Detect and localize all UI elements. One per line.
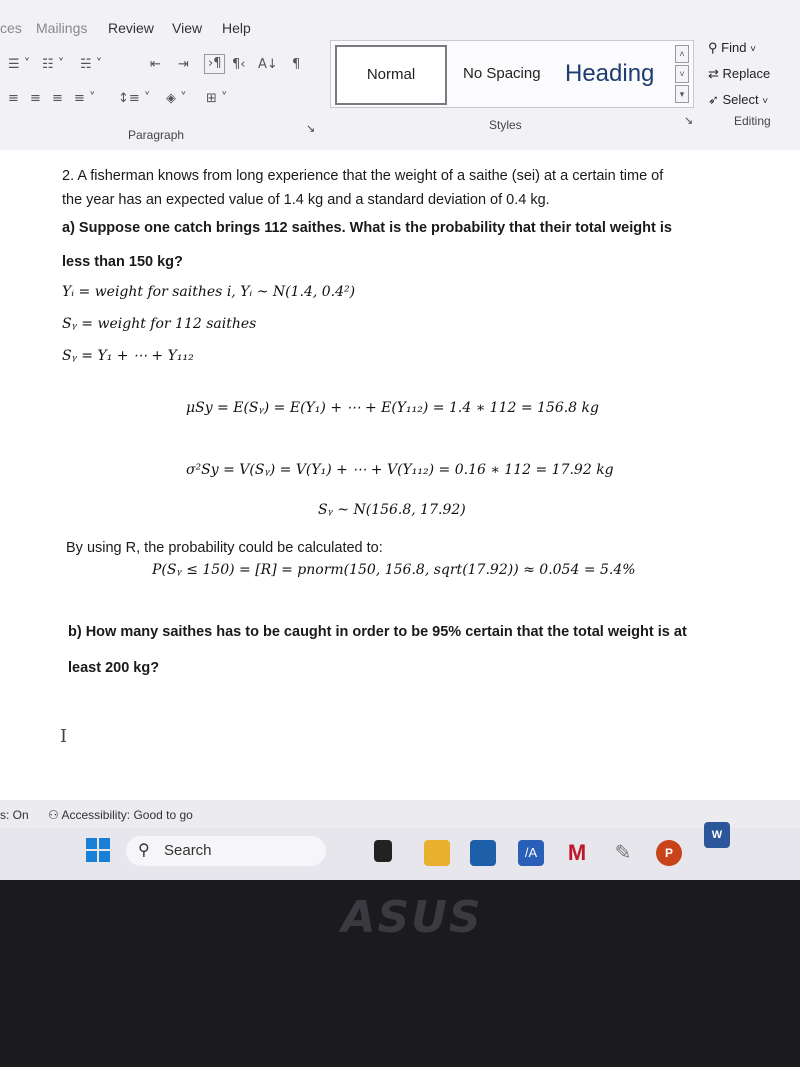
select-button[interactable]: ➶ Select ˅ — [708, 92, 769, 107]
style-no-spacing[interactable]: No Spacing — [463, 65, 541, 82]
accessibility-status[interactable]: ⚇ Accessibility: Good to go — [48, 808, 193, 822]
decrease-indent-icon[interactable]: ⇤ — [150, 57, 161, 72]
align-left-icon[interactable]: ≡ — [8, 91, 19, 106]
equation-distribution: Sᵧ ~ N(156.8, 17.92) — [318, 502, 466, 518]
menu-mailings[interactable]: Mailings — [36, 20, 88, 36]
word-icon[interactable]: W — [704, 822, 730, 848]
rtl-icon[interactable]: ¶‹ — [232, 57, 246, 72]
editing-group-label: Editing — [734, 114, 771, 128]
replace-icon: ⇄ — [708, 66, 723, 81]
paragraph-launcher-icon[interactable]: ↘ — [306, 123, 316, 135]
cursor-icon: ➶ — [708, 92, 723, 107]
increase-indent-icon[interactable]: ⇥ — [178, 57, 189, 72]
style-normal[interactable]: Normal — [335, 45, 447, 105]
search-icon: ⚲ — [138, 842, 150, 859]
equation-variance: σ²Sy = V(Sᵧ) = V(Y₁) + ⋯ + V(Y₁₁₂) = 0.16 ∗ 112 = 17.92 kg — [186, 462, 614, 478]
menu-help[interactable]: Help — [222, 20, 251, 36]
numbering-icon[interactable]: ☷ ˅ — [42, 57, 65, 72]
equation-sy-def: Sᵧ = weight for 112 saithes — [62, 316, 257, 332]
editing-group — [708, 38, 798, 116]
document-page[interactable] — [0, 150, 800, 800]
sort-icon[interactable]: A↓ — [258, 57, 278, 72]
align-right-icon[interactable]: ≡ — [52, 91, 63, 106]
menu-view[interactable]: View — [172, 20, 203, 36]
taskbar — [0, 828, 800, 880]
powerpoint-icon[interactable]: P — [656, 840, 682, 866]
menu-review[interactable]: Review — [108, 20, 154, 36]
store-icon[interactable] — [470, 840, 496, 866]
taskbar-search-label: Search — [164, 842, 212, 859]
app-icon[interactable]: /A — [518, 840, 544, 866]
taskbar-search[interactable] — [126, 836, 326, 866]
borders-icon[interactable]: ⊞ ˅ — [206, 91, 228, 106]
equation-yi: Yᵢ = weight for saithes i, Yᵢ ~ N(1.4, 0.4²) — [62, 284, 356, 300]
text-cursor: I — [60, 726, 68, 747]
qb-line1: b) How many saithes has to be caught in order to be 95% certain that the total weight is at — [68, 624, 687, 640]
r-intro-text: By using R, the probability could be calculated to: — [66, 540, 383, 556]
ltr-icon[interactable]: ›¶ — [204, 54, 225, 74]
windows-start-icon[interactable] — [86, 838, 110, 862]
styles-gallery — [330, 40, 694, 108]
status-track-changes[interactable]: s: On — [0, 808, 29, 822]
menu-references[interactable]: ces — [0, 20, 22, 36]
align-center-icon[interactable]: ≡ — [30, 91, 41, 106]
pen-icon[interactable]: ✎ — [614, 842, 632, 864]
shading-icon[interactable]: ◈ ˅ — [166, 91, 187, 106]
q2-line2: the year has an expected value of 1.4 kg and a standard deviation of 0.4 kg. — [62, 192, 550, 208]
bullets-icon[interactable]: ☰ ˅ — [8, 57, 31, 72]
qa-line1: a) Suppose one catch brings 112 saithes. What is the probability that their total weight is — [62, 220, 672, 236]
mcafee-icon[interactable]: M — [567, 840, 587, 865]
replace-button[interactable]: ⇄ Replace — [708, 66, 771, 81]
line-spacing-icon[interactable]: ↕≡ ˅ — [118, 91, 151, 106]
equation-sy-sum: Sᵧ = Y₁ + ⋯ + Y₁₁₂ — [62, 348, 194, 364]
laptop-brand-logo: ASUS — [341, 892, 483, 943]
accessibility-icon: ⚇ — [48, 808, 62, 822]
style-heading[interactable]: Heading — [565, 60, 655, 87]
paragraph-group-label: Paragraph — [128, 128, 185, 142]
styles-more-icon[interactable]: ▾ — [675, 85, 689, 103]
q2-line1: 2. A fisherman knows from long experience that the weight of a saithe (sei) at a certain time of — [62, 168, 664, 184]
show-formatting-icon[interactable]: ¶ — [292, 57, 301, 72]
ribbon — [0, 0, 800, 151]
search-icon: ⚲ — [708, 40, 722, 55]
find-button[interactable]: ⚲ Find ˅ — [708, 40, 756, 55]
status-bar — [0, 800, 800, 828]
qa-line2: less than 150 kg? — [62, 254, 183, 270]
menu-bar — [0, 18, 800, 42]
styles-group-label: Styles — [489, 118, 522, 132]
styles-down-icon[interactable]: ˅ — [675, 65, 689, 83]
styles-scroll[interactable] — [675, 45, 689, 101]
justify-icon[interactable]: ≡ ˅ — [74, 91, 96, 106]
paragraph-tools — [8, 50, 318, 120]
task-view-icon[interactable] — [374, 840, 392, 862]
styles-up-icon[interactable]: ˄ — [675, 45, 689, 63]
equation-mean: μSy = E(Sᵧ) = E(Y₁) + ⋯ + E(Y₁₁₂) = 1.4 ∗ 112 = 156.8 kg — [186, 400, 599, 416]
styles-launcher-icon[interactable]: ↘ — [684, 115, 694, 127]
file-explorer-icon[interactable] — [424, 840, 450, 866]
qb-line2: least 200 kg? — [68, 660, 160, 676]
multilevel-list-icon[interactable]: ☵ ˅ — [80, 57, 103, 72]
equation-probability: P(Sᵧ ≤ 150) = [R] = pnorm(150, 156.8, sqrt(17.92)) ≈ 0.054 = 5.4% — [152, 562, 636, 578]
